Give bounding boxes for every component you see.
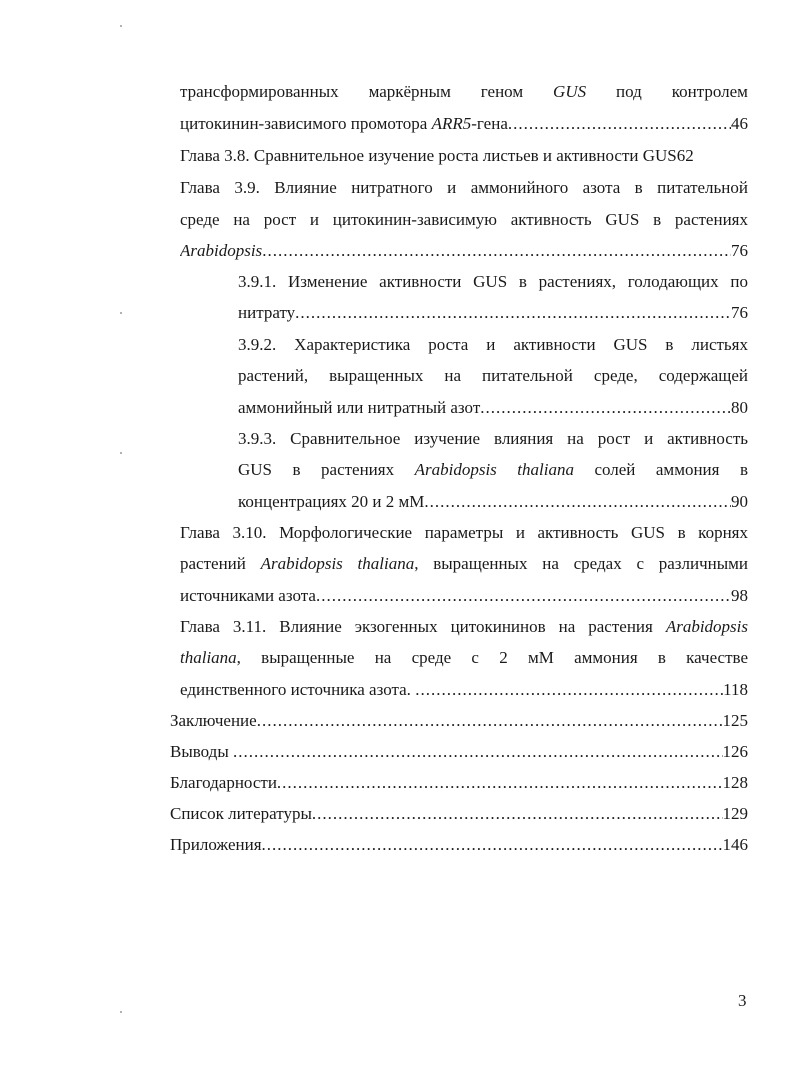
toc-entry-3-11-line1: Глава 3.11. Влияние экзогенных цитокининов на растения Arabidopsis <box>180 617 748 636</box>
toc-entry-3-7-cont-line1: трансформированных маркёрным геном GUS под контролем <box>180 82 748 101</box>
toc-entry-3-10-line2: растений Arabidopsis thaliana, выращенных на средах с различными <box>180 554 748 573</box>
dot-leader <box>424 490 731 514</box>
dot-leader <box>508 112 731 136</box>
toc-entry-3-9-3-line3: концентрациях 20 и 2 мМ ..... 90 <box>238 490 748 514</box>
toc-entry-3-11-line3: единственного источника азота. ..... 118 <box>180 678 748 702</box>
dot-leader <box>262 833 723 857</box>
toc-entry-3-11-line2: thaliana, выращенные на среде с 2 мМ аммония в качестве <box>180 648 748 667</box>
toc-entry-acknowledgements: Благодарности ..... 128 <box>170 771 748 795</box>
toc-entry-3-7-cont-line2: цитокинин-зависимого промотора ARR5-гена ..... 46 <box>180 112 748 136</box>
toc-entry-3-9-2-line3: аммонийный или нитратный азот ..... 80 <box>238 396 748 420</box>
page-ref: 118 <box>723 680 748 699</box>
page-ref: 62 <box>676 146 694 165</box>
toc-entry-3-10-line1: Глава 3.10. Морфологические параметры и активность GUS в корнях <box>180 523 748 542</box>
page-ref: 46 <box>731 114 748 133</box>
toc-entry-findings: Выводы ..... 126 <box>170 740 748 764</box>
toc-entry-references: Список литературы ..... 129 <box>170 802 748 826</box>
page-ref: 125 <box>722 711 748 730</box>
page-ref: 126 <box>722 742 748 761</box>
page-ref: 76 <box>731 303 748 322</box>
page-ref: 146 <box>722 835 748 854</box>
page-ref: 90 <box>731 492 748 511</box>
toc-entry-3-9-2-line2: растений, выращенных на питательной среде, содержащей <box>238 366 748 385</box>
page-ref: 98 <box>731 586 748 605</box>
page-ref: 129 <box>722 804 748 823</box>
scan-speck <box>120 312 122 314</box>
toc-entry-3-9-2-line1: 3.9.2. Характеристика роста и активности GUS в листьях <box>238 335 748 354</box>
dot-leader <box>316 584 731 608</box>
dot-leader <box>312 802 723 826</box>
dot-leader <box>415 678 723 702</box>
dot-leader <box>295 301 731 325</box>
toc-entry-3-9-3-line1: 3.9.3. Сравнительное изучение влияния на рост и активность <box>238 429 748 448</box>
toc-entry-3-9-1-line1: 3.9.1. Изменение активности GUS в растениях, голодающих по <box>238 272 748 291</box>
toc-entry-3-8: Глава 3.8. Сравнительное изучение роста листьев и активности GUS 62 <box>180 144 748 168</box>
scan-speck <box>120 1011 122 1013</box>
toc-entry-3-9-1-line2: нитрату ..... 76 <box>238 301 748 325</box>
page-ref: 76 <box>731 241 748 260</box>
toc-entry-3-9-3-line2: GUS в растениях Arabidopsis thaliana солей аммония в <box>238 460 748 479</box>
toc-entry-3-9-line1: Глава 3.9. Влияние нитратного и аммонийного азота в питательной <box>180 178 748 197</box>
toc-entry-appendix: Приложения ..... 146 <box>170 833 748 857</box>
dot-leader <box>277 771 723 795</box>
scan-speck <box>120 25 122 27</box>
page-ref: 80 <box>731 398 748 417</box>
scan-speck <box>120 452 122 454</box>
toc-entry-3-10-line3: источниками азота ..... 98 <box>180 584 748 608</box>
dot-leader <box>257 709 723 733</box>
dot-leader <box>262 239 731 263</box>
page-ref: 128 <box>722 773 748 792</box>
page-number: 3 <box>738 991 747 1010</box>
toc-entry-3-9-line3: Arabidopsis ..... 76 <box>180 239 748 263</box>
toc-entry-3-9-line2: среде на рост и цитокинин-зависимую активность GUS в растениях <box>180 210 748 229</box>
dot-leader <box>480 396 731 420</box>
dot-leader <box>233 740 722 764</box>
toc-entry-conclusion: Заключение ..... 125 <box>170 709 748 733</box>
